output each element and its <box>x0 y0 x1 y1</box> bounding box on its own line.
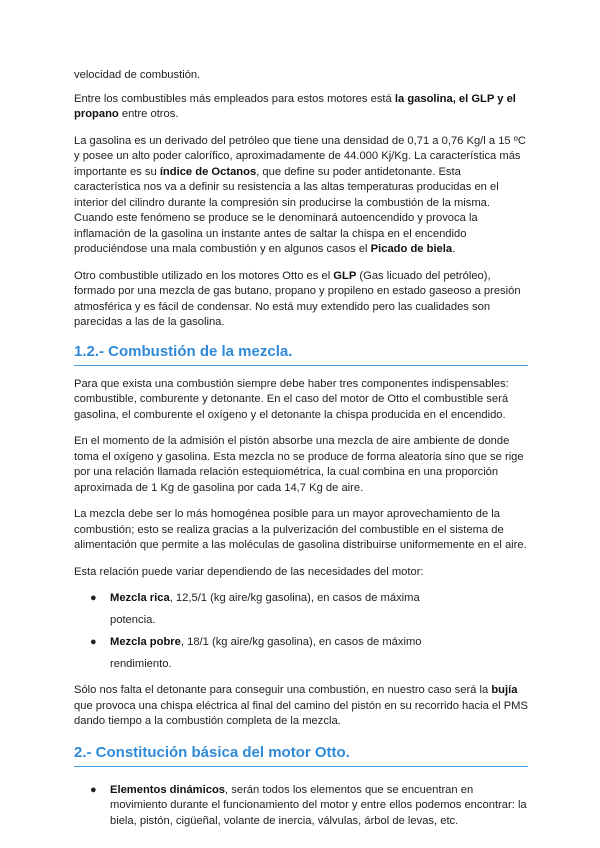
list-item-rich-mixture: ● Mezcla rica, 12,5/1 (kg aire/kg gasolina), en casos de máxima potencia. <box>90 592 420 626</box>
elements-list <box>74 783 530 830</box>
paragraph-continuation: velocidad de combustión. <box>74 69 201 81</box>
paragraph-admission: En el momento de la admisión el pistón absorbe una mezcla de aire ambiente de donde toma el oxígeno y gasolina. Esta mezcla no se produce de forma aleatoria sino que se rige por una relación llamada relación estequiométrica, la cual combina en una proporción aproximada de 1 Kg de gasolina por cada 14,7 Kg de aire. <box>74 435 524 494</box>
bullet-icon: ● <box>90 636 97 648</box>
bold-octane-index: índice de Octanos <box>159 165 257 178</box>
paragraph-fuels: Entre los combustibles más empleados para estos motores está la gasolina, el GLP y el propano entre otros. <box>74 92 516 120</box>
mixture-list <box>74 591 530 672</box>
document-body <box>74 68 530 829</box>
paragraph-ratio-intro: Esta relación puede variar dependiendo de las necesidades del motor: <box>74 565 424 578</box>
paragraph-gasoline: La gasolina es un derivado del petróleo que tiene una densidad de 0,71 a 0,76 Kg/l a 15 ºC y posee un alto poder calorífico, aproximadamente de 44.000 Kj/Kg. La característica más importante es su índice de Octanos, que define su poder antidetonante. Esta característica nos va a definir su resistencia a las altas temperaturas producidas en el interior del cilindro durante la compresión sin producirse la combustión de la misma. Cuando este fenómeno se produce se le denominará autoencendido y provoca la inflamación de la gasolina un instante antes de saltar la chispa en el encendido produciéndose una mala combustión y en algunos casos el Picado de biela. <box>74 134 526 255</box>
bold-fuels: la gasolina, el GLP y el propano <box>74 92 516 120</box>
section-heading-constitution: 2.- Constitución básica del motor Otto. <box>74 744 528 767</box>
paragraph-homogeneous: La mezcla debe ser lo más homogénea posible para un mayor aprovechamiento de la combustión; esto se realiza gracias a la pulverización del combustible en el sistema de alimentación que permite a las moléculas de gasolina distribuirse uniformemente en el aire. <box>74 508 527 551</box>
paragraph-spark-plug: Sólo nos falta el detonante para conseguir una combustión, en nuestro caso será la bujía que provoca una chispa eléctrica al final del camino del pistón en su recorrido hacia el PMS dando tiempo a la combustión completa de la mezcla. <box>74 684 528 727</box>
bullet-icon: ● <box>90 783 97 796</box>
list-item-dynamic-elements: ● Elementos dinámicos, serán todos los elementos que se encuentran en movimiento durante el funcionamiento del motor y entre ellos podemos encontrar: la biela, pistón, cigüeñal, volante de inercia, válvulas, árbol de levas, etc. <box>90 783 527 827</box>
section-heading-combustion: 1.2.- Combustión de la mezcla. <box>74 343 528 366</box>
bullet-icon: ● <box>90 592 97 604</box>
bold-picado-biela: Picado de biela <box>370 243 453 255</box>
bold-bujia: bujía <box>491 684 518 696</box>
paragraph-glp: Otro combustible utilizado en los motores Otto es el GLP (Gas licuado del petróleo), formado por una mezcla de gas butano, propano y propileno en estado gaseoso a presión atmosférica y es fácil de condensar. No está muy extendido pero las cualidades son parecidas a las de la gasolina. <box>74 269 521 328</box>
paragraph-components: Para que exista una combustión siempre debe haber tres componentes indispensables: combustible, comburente y detonante. En el caso del motor de Otto el combustible será gasolina, el comburente el oxígeno y el detonante la chispa producida en el encendido. <box>74 377 509 421</box>
list-item-lean-mixture: ● Mezcla pobre, 18/1 (kg aire/kg gasolina), en casos de máximo rendimiento. <box>90 636 422 670</box>
bold-glp: GLP <box>333 269 357 282</box>
